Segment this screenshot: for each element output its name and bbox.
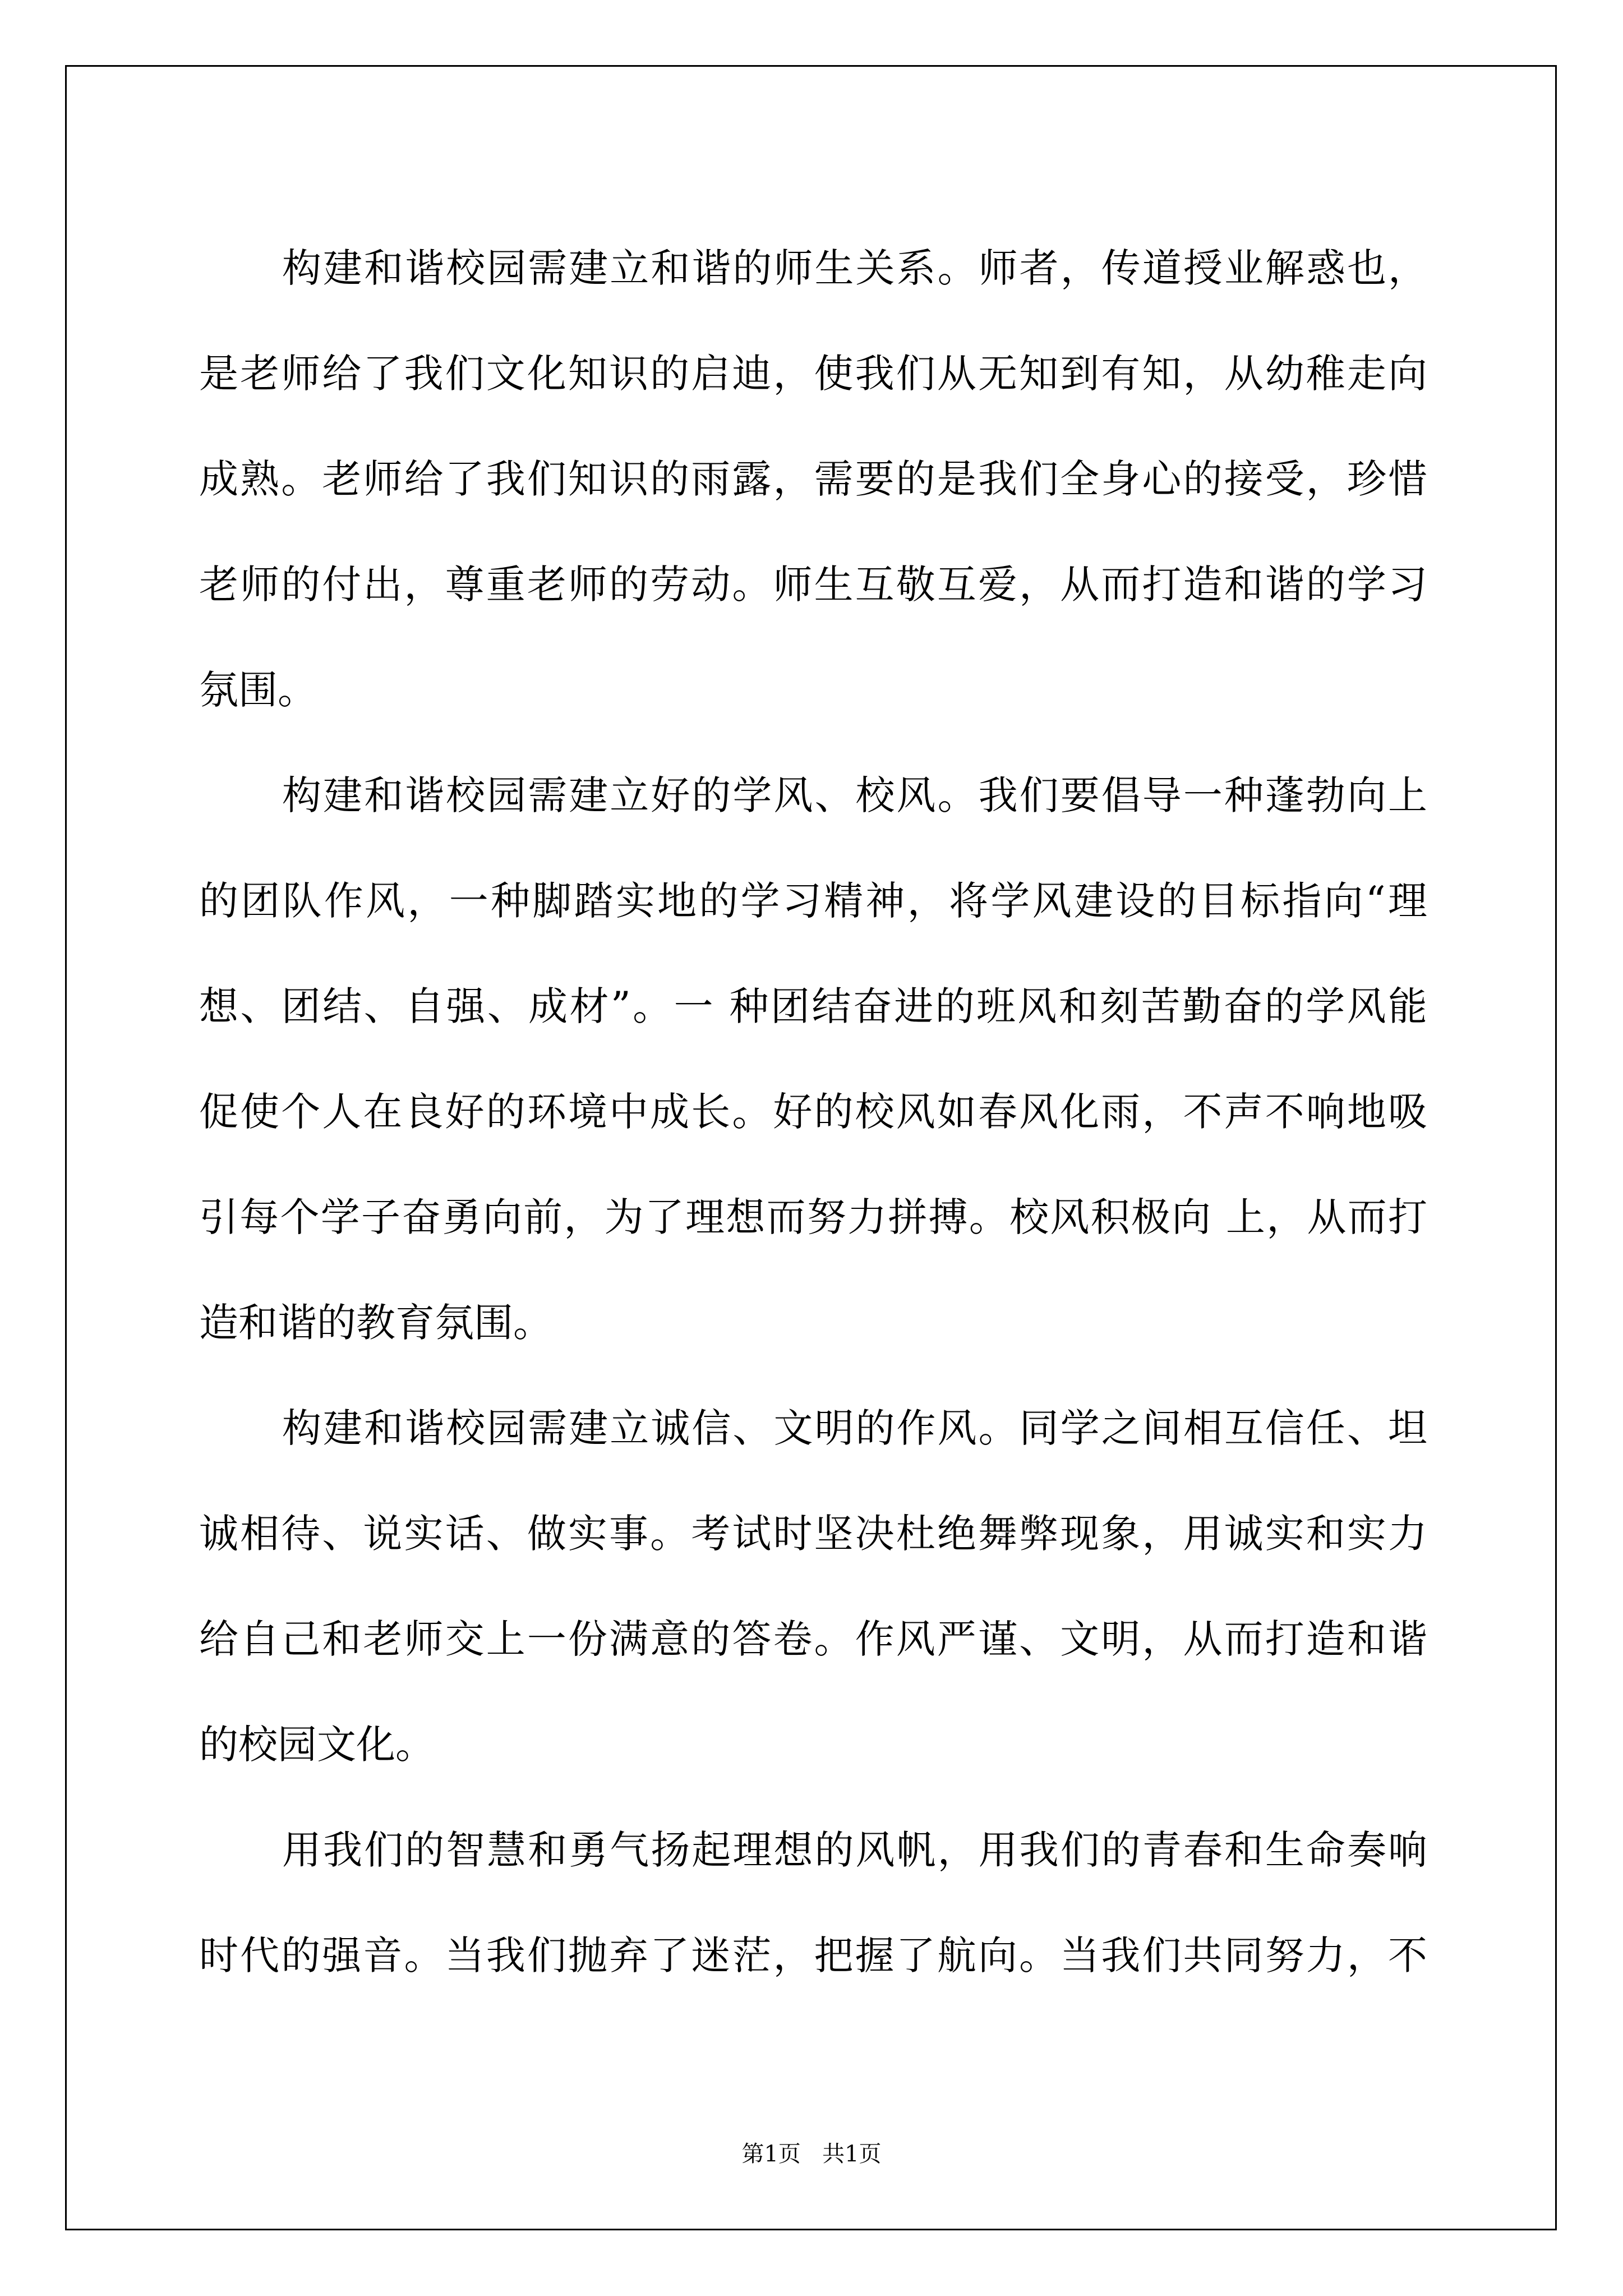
text-line: 时代的强音。当我们抛弃了迷茫，把握了航向。当我们共同努力，不 (199, 1932, 1427, 1978)
paragraph (199, 743, 1427, 1375)
text-line: 想、团结、自强、成材”。一 种团结奋进的班风和刻苦勤奋的学风能 (199, 983, 1427, 1029)
text-line: 诚相待、说实话、做实事。考试时坚决杜绝舞弊现象，用诚实和实力 (199, 1511, 1427, 1557)
text-line: 成熟。老师给了我们知识的雨露，需要的是我们全身心的接受，珍惜 (199, 456, 1427, 502)
text-line: 给自己和老师交上一份满意的答卷。作风严谨、文明，从而打造和谐 (199, 1616, 1427, 1662)
paragraph (199, 1797, 1427, 2008)
text-line: 造和谐的教育氛围。 (199, 1300, 552, 1346)
text-line: 是老师给了我们文化知识的启迪，使我们从无知到有知，从幼稚走向 (199, 351, 1427, 397)
document-body (199, 215, 1427, 2008)
text-line: 的校园文化。 (199, 1722, 435, 1768)
footer-spacer (801, 2141, 822, 2167)
text-line: 的团队作风，一种脚踏实地的学习精神，将学风建设的目标指向“理 (199, 878, 1427, 924)
text-line: 构建和谐校园需建立诚信、文明的作风。同学之间相互信任、坦 (282, 1405, 1427, 1451)
paragraph (199, 1375, 1427, 1797)
text-line: 促使个人在良好的环境中成长。好的校风如春风化雨，不声不响地吸 (199, 1089, 1427, 1135)
text-line: 引每个学子奋勇向前，为了理想而努力拼搏。校风积极向 上，从而打 (199, 1194, 1427, 1240)
page-number: 第1页 (741, 2141, 801, 2167)
paragraph (199, 215, 1427, 743)
text-line: 氛围。 (199, 667, 317, 713)
text-line: 构建和谐校园需建立好的学风、校风。我们要倡导一种蓬勃向上 (282, 772, 1427, 818)
text-line: 用我们的智慧和勇气扬起理想的风帆，用我们的青春和生命奏响 (282, 1827, 1427, 1873)
page-total: 共1页 (822, 2141, 882, 2167)
page-footer (0, 2136, 1623, 2168)
text-line: 老师的付出，尊重老师的劳动。师生互敬互爱，从而打造和谐的学习 (199, 562, 1427, 608)
text-line: 构建和谐校园需建立和谐的师生关系。师者，传道授业解惑也， (282, 245, 1427, 291)
